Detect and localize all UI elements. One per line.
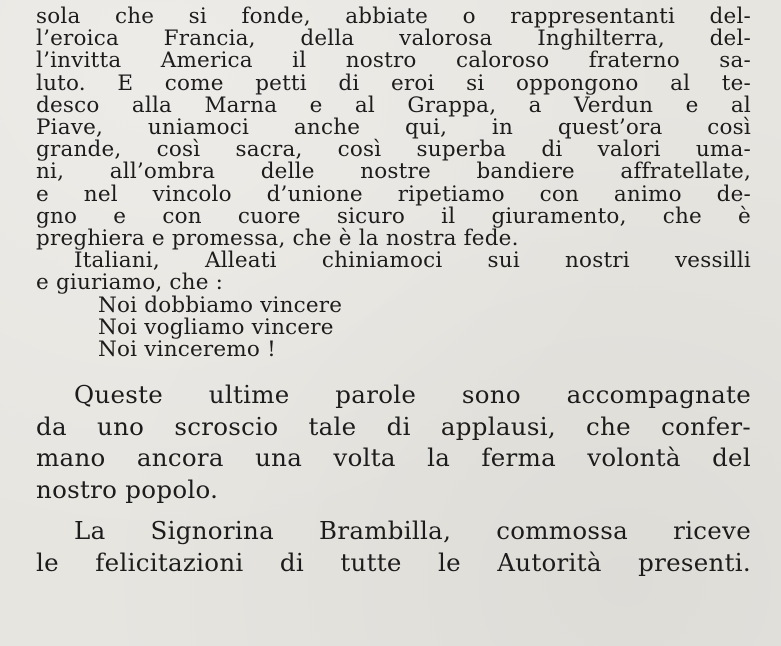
paragraph-line: Queste ultime parole sono accompagnate: [74, 380, 751, 410]
paragraph-line: mano ancora una volta la ferma volontà del: [36, 443, 751, 473]
text-line: desco alla Marna e al Grappa, a Verdun e al: [36, 92, 751, 118]
paragraph-spacer: [36, 505, 751, 515]
paragraph-line: nostro popolo.: [36, 474, 219, 504]
text-line: luto. E come petti di eroi si oppongono al te-: [36, 70, 751, 96]
oath-line: Noi dobbiamo vincere: [98, 292, 343, 318]
text-line: ni, all’ombra delle nostre bandiere affratellate,: [36, 159, 751, 185]
text-line: l’invitta America il nostro caloroso fraterno sa-: [36, 48, 751, 74]
text-line: gno e con cuore sicuro il giuramento, che è: [36, 203, 751, 229]
text-line: e nel vincolo d’unione ripetiamo con animo de-: [36, 181, 751, 207]
text-line: Piave, uniamoci anche qui, in quest’ora così: [36, 115, 751, 141]
oath-line: Noi vinceremo !: [98, 337, 276, 363]
paragraph-line: La Signorina Brambilla, commossa riceve: [74, 516, 751, 546]
oath-intro-line: e giuriamo, che :: [36, 270, 224, 296]
paragraph-line: le felicitazioni di tutte le Autorità presenti.: [36, 547, 751, 577]
speech-text-block: [36, 6, 751, 361]
oath-line: Noi vogliamo vincere: [98, 314, 334, 340]
paragraph-line: da uno scroscio tale di applausi, che confer-: [36, 411, 751, 441]
text-line: l’eroica Francia, della valorosa Inghilterra, del-: [36, 26, 751, 52]
narrative-text-block: [36, 379, 751, 578]
text-line: sola che si fonde, abbiate o rappresentanti del-: [36, 4, 751, 29]
text-line: grande, così sacra, così superba di valori uma-: [36, 137, 751, 163]
oath-intro-line: Italiani, Alleati chiniamoci sui nostri vessilli: [74, 248, 751, 274]
text-line: preghiera e promessa, che è la nostra fede.: [36, 226, 519, 252]
